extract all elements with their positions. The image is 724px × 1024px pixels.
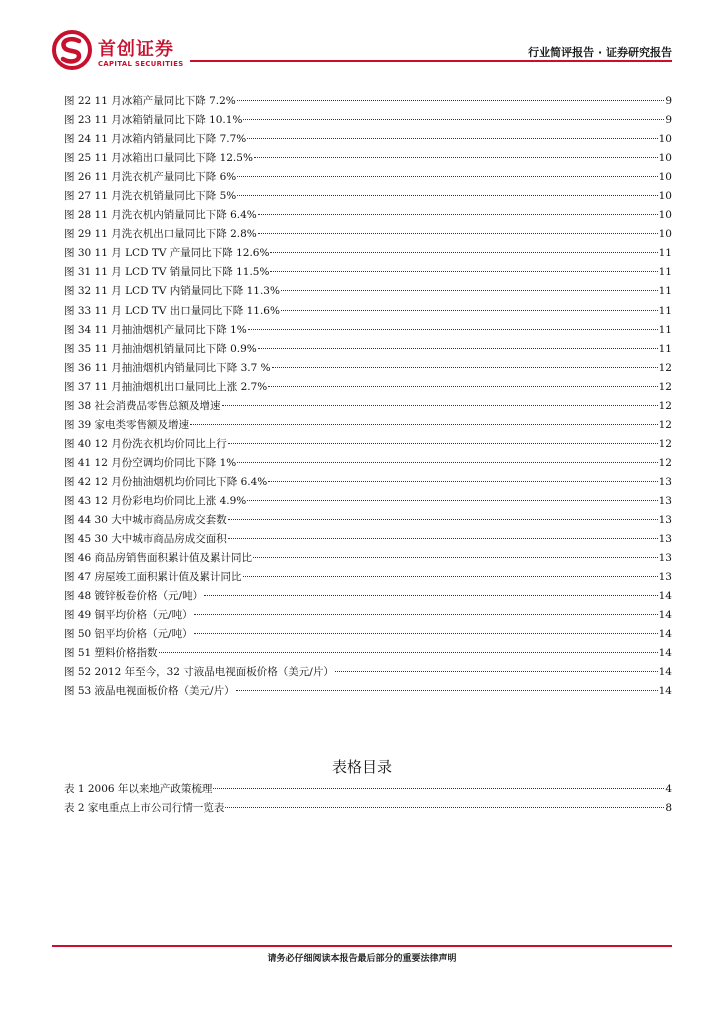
toc-entry-label: 图 28 11 月洗衣机内销量同比下降 6.4% [64,209,257,222]
toc-dot-leader [222,395,658,406]
toc-entry-label: 图 48 镀锌板卷价格（元/吨） [64,590,204,603]
toc-entry-label: 图 50 铝平均价格（元/吨） [64,628,193,641]
footer-divider [52,945,672,947]
toc-entry-label: 图 27 11 月洗衣机销量同比下降 5% [64,190,237,203]
header-divider [190,60,672,62]
toc-dot-leader [281,300,658,311]
toc-entry-page: 14 [658,666,672,679]
toc-entry-label: 图 51 塑料价格指数 [64,647,158,660]
figure-table-of-contents [64,92,672,702]
toc-entry-label: 表 1 2006 年以来地产政策梳理 [64,783,213,795]
toc-dot-leader [213,778,664,789]
toc-dot-leader [237,90,665,101]
toc-entry-label: 图 23 11 月冰箱销量同比下降 10.1% [64,114,243,127]
toc-entry-page: 11 [658,247,672,260]
table-toc-heading: 表格目录 [331,758,392,776]
toc-entry-label: 图 26 11 月洗衣机产量同比下降 6% [64,171,237,184]
toc-dot-leader [243,109,664,120]
toc-dot-leader [237,185,657,196]
toc-entry-label: 图 29 11 月洗衣机出口量同比下降 2.8% [64,228,257,241]
toc-dot-leader [258,338,658,349]
toc-entry-page: 10 [658,152,672,165]
toc-dot-leader [248,319,658,330]
toc-dot-leader [204,585,658,596]
toc-dot-leader [194,623,658,634]
toc-entry-page: 12 [658,437,672,450]
logo-chinese-name: 首创证券 [98,39,174,60]
toc-entry-page: 13 [658,514,672,527]
toc-entry-label: 图 44 30 大中城市商品房成交套数 [64,514,227,527]
toc-entry-label: 图 36 11 月抽油烟机内销量同比下降 3.7 % [64,361,271,374]
toc-entry-label: 图 43 12 月份彩电均价同比上涨 4.9% [64,494,247,507]
toc-entry-page: 10 [658,228,672,241]
toc-entry-page: 10 [658,190,672,203]
toc-dot-leader [268,376,657,387]
toc-entry-label: 图 41 12 月份空调均价同比下降 1% [64,456,237,469]
toc-entry-label: 表 2 家电重点上市公司行情一览表 [64,802,225,815]
toc-entry-page: 11 [658,304,672,317]
toc-entry-label: 图 35 11 月抽油烟机销量同比下降 0.9% [64,342,257,355]
toc-dot-leader [258,204,658,215]
toc-entry-label: 图 53 液晶电视面板价格（美元/片） [64,685,235,698]
toc-dot-leader [243,566,658,577]
toc-entry-label: 图 31 11 月 LCD TV 销量同比下降 11.5% [64,266,270,279]
toc-entry-page: 8 [665,802,672,815]
legal-disclaimer-notice: 请务必仔细阅读本报告最后部分的重要法律声明 [267,954,457,964]
toc-entry-page: 14 [658,628,672,641]
toc-entry-page: 13 [658,571,672,584]
toc-dot-leader [281,280,658,291]
toc-entry-label: 图 34 11 月抽油烟机产量同比下降 1% [64,323,247,336]
toc-entry-label: 图 39 家电类零售额及增速 [64,418,190,431]
toc-entry-page: 12 [658,361,672,374]
toc-entry-page: 9 [665,114,672,127]
toc-entry-label: 图 46 商品房销售面积累计值及累计同比 [64,552,253,565]
toc-dot-leader [272,357,658,368]
toc-entry-label: 图 38 社会消费品零售总额及增速 [64,399,221,412]
toc-entry-label: 图 42 12 月份抽油烟机均价同比下降 6.4% [64,475,268,488]
toc-entry-page: 11 [658,323,672,336]
toc-dot-leader [237,452,657,463]
toc-entry-page: 13 [658,475,672,488]
toc-entry-label: 图 40 12 月份洗衣机均价同比上行 [64,437,227,450]
toc-entry-label: 图 37 11 月抽油烟机出口量同比上涨 2.7% [64,380,268,393]
toc-dot-leader [270,242,657,253]
toc-dot-leader [254,147,658,158]
toc-dot-leader [228,433,658,444]
toc-entry-label: 图 49 铜平均价格（元/吨） [64,609,193,622]
toc-entry-page: 13 [658,494,672,507]
toc-entry[interactable] [64,682,672,701]
toc-dot-leader [190,414,658,425]
toc-entry-label: 图 52 2012 年至今，32 寸液晶电视面板价格（美元/片） [64,666,334,679]
toc-entry-label: 图 24 11 月冰箱内销量同比下降 7.7% [64,133,247,146]
toc-dot-leader [225,797,664,808]
toc-entry-label: 图 47 房屋竣工面积累计值及累计同比 [64,571,242,584]
toc-dot-leader [228,528,658,539]
toc-dot-leader [194,604,658,615]
toc-dot-leader [228,509,658,520]
toc-dot-leader [253,547,658,558]
toc-dot-leader [268,471,657,482]
toc-entry-page: 12 [658,399,672,412]
toc-entry-page: 12 [658,380,672,393]
toc-entry-page: 14 [658,590,672,603]
toc-entry-label: 图 25 11 月冰箱出口量同比下降 12.5% [64,152,253,165]
toc-entry-page: 4 [665,783,672,795]
toc-entry-page: 14 [658,609,672,622]
report-type-title: 行业简评报告 · 证券研究报告 [528,46,672,59]
toc-entry-label: 图 45 30 大中城市商品房成交面积 [64,533,227,546]
toc-dot-leader [237,166,657,177]
toc-dot-leader [247,128,657,139]
toc-dot-leader [335,661,658,672]
page-header [0,0,724,72]
toc-entry-page: 10 [658,209,672,222]
toc-dot-leader [159,642,658,653]
toc-entry-label: 图 33 11 月 LCD TV 出口量同比下降 11.6% [64,304,280,317]
logo-english-name: CAPITAL SECURITIES [98,60,184,68]
toc-entry-label: 图 22 11 月冰箱产量同比下降 7.2% [64,95,236,107]
toc-entry-page: 10 [658,133,672,146]
toc-entry-label: 图 30 11 月 LCD TV 产量同比下降 12.6% [64,247,270,260]
toc-dot-leader [236,680,658,691]
toc-entry-page: 14 [658,647,672,660]
toc-entry-page: 11 [658,266,672,279]
toc-dot-leader [247,490,657,501]
company-logo [52,30,202,72]
toc-dot-leader [270,261,657,272]
toc-entry-page: 13 [658,552,672,565]
toc-entry[interactable] [64,799,672,818]
table-table-of-contents [64,780,672,818]
toc-entry-page: 13 [658,533,672,546]
toc-entry-page: 12 [658,418,672,431]
toc-entry-page: 12 [658,456,672,469]
toc-entry-page: 11 [658,285,672,298]
toc-entry-page: 9 [665,95,672,107]
toc-entry-page: 10 [658,171,672,184]
toc-entry-label: 图 32 11 月 LCD TV 内销量同比下降 11.3% [64,285,280,298]
toc-dot-leader [258,223,658,234]
toc-entry-page: 14 [658,685,672,698]
capital-securities-logo-icon [52,30,92,70]
toc-entry-page: 11 [658,342,672,355]
